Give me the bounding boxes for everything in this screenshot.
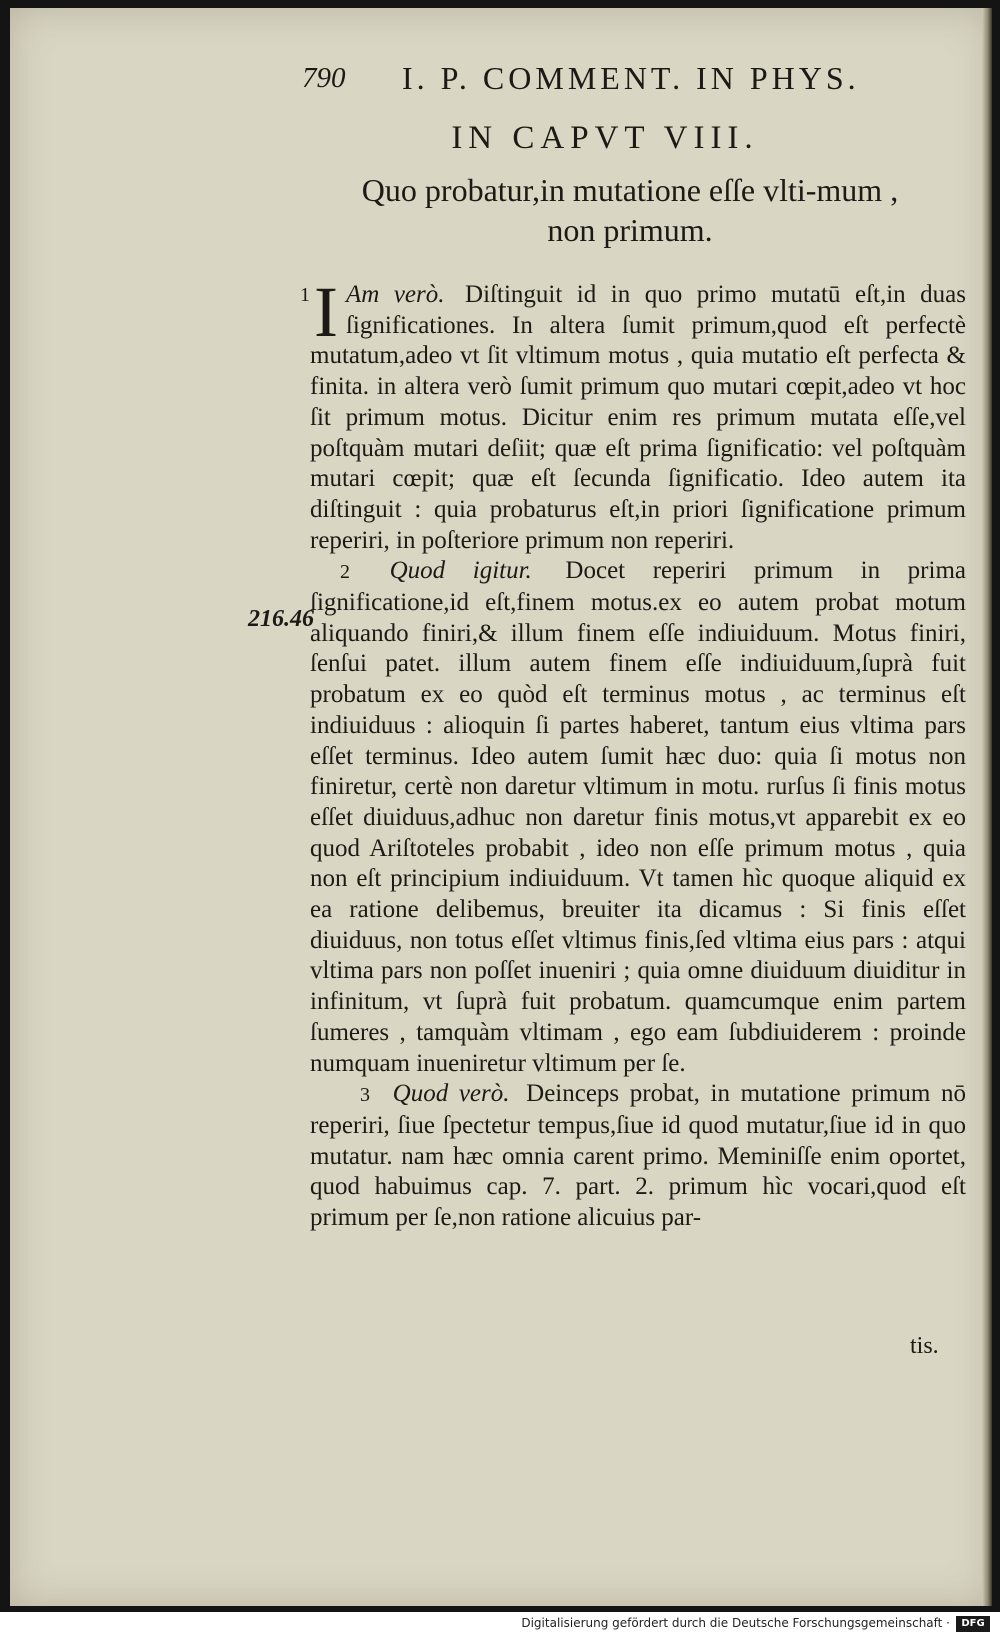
dfg-logo: DFG: [956, 1616, 990, 1632]
footer-bar: [0, 1612, 1000, 1638]
lemma: Quod verò.: [392, 1080, 510, 1108]
running-head: I. P. COMMENT. IN PHYS.: [402, 60, 860, 96]
page-number: 790: [302, 62, 346, 94]
page-header: [302, 52, 902, 104]
paragraph-text: Docet reperiri primum in prima ſignificatione,id eſt,finem motus.ex eo autem probat motum aliquando finiri,& illum finem eſſe indiuiduum. Motus finiri, ſenſui patet. illum autem finem eſſe indiuiduum,ſuprà fuit probatum ex eo quòd eſt terminus motus , ac terminus eſt indiuiduus : alioquin ſi partes haberet, tantum eius vltima pars eſſet terminus. Ideo autem ſumit hæc duo: quia ſi motus non finiretur, certè non daretur vltimum in motu. rurſus ſi finis motus eſſet diuiduus,adhuc non daretur finis motus,vt apparebit ex eo quod Ariſtoteles probabit , ideo non eſſe primum motus , quia non eſt principium indiuiduum. Vt tamen hìc quoque aliquid ex ea ratione delibemus, breuiter ita dicamus : Si finis eſſet diuiduus, non totus eſſet vltimus finis,ſed vltima eius pars : atqui vltima pars non poſſet inueniri ; quia omne diuiduum diuiditur in infinitum, vt ſuprà fuit probatum. quamcumque enim partem ſumeres , tamquàm vltimam , ego eam ſubdiuiderem : proinde numquam inueniretur vltimum per ſe.: [310, 557, 966, 1077]
digitization-credit: Digitalisierung gefördert durch die Deutsche Forschungsgemeinschaft ·: [521, 1616, 950, 1630]
paragraph-number: 1: [300, 284, 310, 306]
drop-capital: I: [314, 272, 338, 352]
commentary-body: [300, 272, 967, 1234]
catchword: tis.: [910, 1333, 939, 1359]
chapter-title: IN CAPVT VIII.: [451, 120, 759, 156]
paragraph-2: [310, 556, 966, 1079]
book-page: [10, 8, 992, 1606]
margin-reference: 216.46: [248, 606, 314, 632]
paragraph-number: 2: [340, 561, 350, 584]
chapter-subtitle: Quo probatur,in mutatione eſſe vlti-mum , non primum.: [361, 172, 899, 248]
paragraph-number: 3: [360, 1084, 370, 1107]
paragraph-1: [300, 272, 967, 556]
lemma: Quod igitur.: [389, 557, 532, 585]
paragraph-3: [310, 1079, 966, 1234]
lemma: Am verò.: [345, 281, 445, 308]
page-edge-shadow: [982, 8, 992, 1606]
paragraph-text: Deinceps probat, in mutatione primum nō reperiri, ſiue ſpectetur tempus,ſiue id quod mutatur,ſiue id in quo mutatur. nam hæc omnia carent primo. Meminiſſe enim oportet, quod habuimus cap. 7. part. 2. primum hìc vocari,quod eſt primum per ſe,non ratione alicuius par-: [310, 1080, 967, 1232]
paragraph-text: Diſtinguit id in quo primo mutatū eſt,in duas ſignificationes. In altera ſumit primum,quod eſt perfectè mutatum,adeo vt ſit vltimum motus , quia mutatio eſt perfecta & finita. in altera verò ſumit primum quo mutari cœpit,adeo vt hoc ſit primum motus. Dicitur enim res primum mutata eſſe,vel poſtquàm mutari deſiit; quæ eſt prima ſignificatio: vel poſtquàm mutari cœpit; quæ eſt ſecunda ſignificatio. Ideo autem ita diſtinguit : quia probaturus eſt,in priori ſignificatione primum reperiri, in poſteriore primum non reperiri.: [310, 281, 967, 554]
